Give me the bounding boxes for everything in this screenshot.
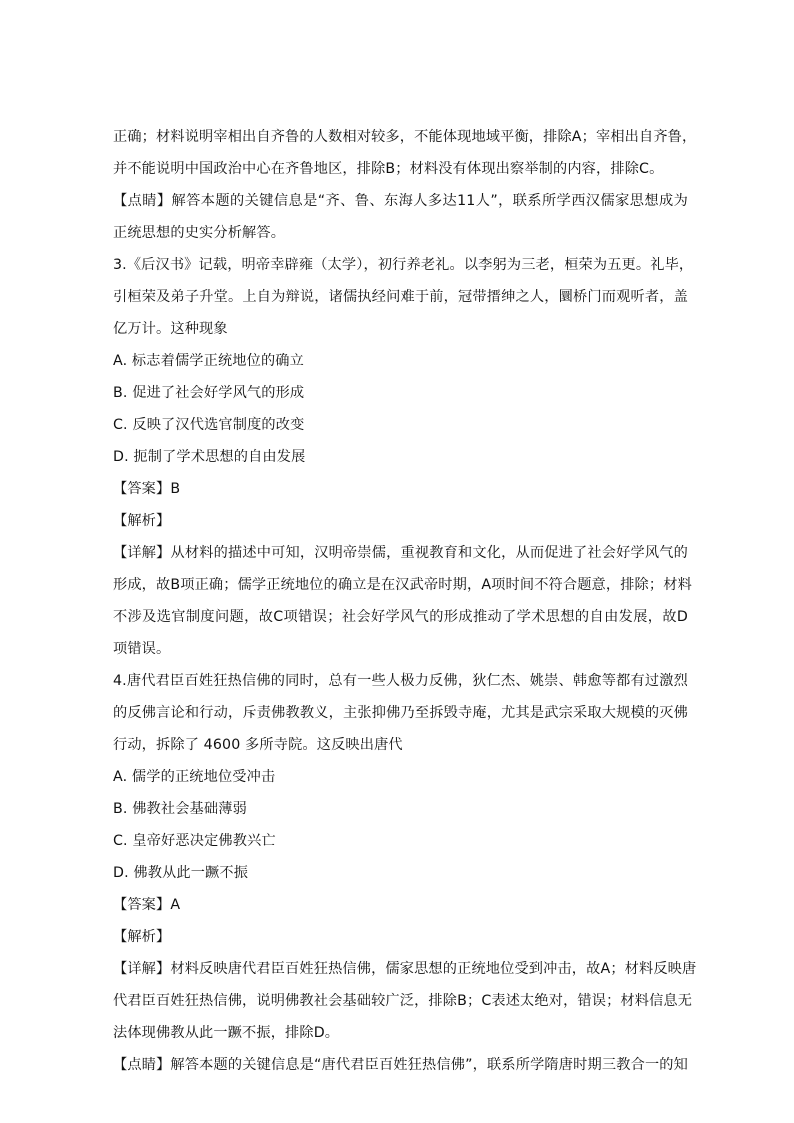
text-line: 法体现佛教从此一蹶不振，排除D。 xyxy=(113,1025,340,1041)
text-line: B. 促进了社会好学风气的形成 xyxy=(113,385,305,401)
text-line: D. 佛教从此一蹶不振 xyxy=(113,865,249,881)
text-line: 不涉及选官制度问题，故C项错误；社会好学风气的形成推动了学术思想的自由发展，故D xyxy=(113,609,688,625)
text-line: 【详解】从材料的描述中可知，汉明帝崇儒，重视教育和文化，从而促进了社会好学风气的 xyxy=(113,545,688,561)
text-line: C. 反映了汉代选官制度的改变 xyxy=(113,417,305,433)
text-line: B. 佛教社会基础薄弱 xyxy=(113,801,247,817)
text-line: 4.唐代君臣百姓狂热信佛的同时，总有一些人极力反佛，狄仁杰、姚崇、韩愈等都有过激烈 xyxy=(113,673,688,689)
text-line: 并不能说明中国政治中心在齐鲁地区，排除B；材料没有体现出察举制的内容，排除C。 xyxy=(113,161,664,177)
text-line: A. 标志着儒学正统地位的确立 xyxy=(113,353,304,369)
document-body xyxy=(113,126,697,1076)
text-line: 行动，拆除了 4600 多所寺院。这反映出唐代 xyxy=(113,737,403,753)
text-line: 【解析】 xyxy=(113,513,171,529)
text-line: D. 扼制了学术思想的自由发展 xyxy=(113,449,306,465)
text-line: 的反佛言论和行动，斥责佛教教义，主张抑佛乃至拆毁寺庵，尤其是武宗采取大规模的灭佛 xyxy=(113,705,688,721)
text-line: 引桓荣及弟子升堂。上自为辩说，诸儒执经问难于前，冠带搢绅之人，圜桥门而观听者，盖 xyxy=(113,289,688,305)
text-line: 【答案】B xyxy=(113,481,181,497)
text-line: 正统思想的史实分析解答。 xyxy=(113,225,286,241)
text-line: 【点睛】解答本题的关键信息是“齐、鲁、东海人多达11人”，联系所学西汉儒家思想成为 xyxy=(113,193,688,209)
text-line: 形成，故B项正确；儒学正统地位的确立是在汉武帝时期，A项时间不符合题意，排除；材料 xyxy=(113,577,692,593)
text-line: 3.《后汉书》记载，明帝幸辟雍（太学），初行养老礼。以李躬为三老，桓荣为五更。礼毕， xyxy=(113,257,694,273)
text-line: 代君臣百姓狂热信佛，说明佛教社会基础较广泛，排除B；C表述太绝对，错误；材料信息无 xyxy=(113,993,693,1009)
text-line: 【详解】材料反映唐代君臣百姓狂热信佛，儒家思想的正统地位受到冲击，故A；材料反映唐 xyxy=(113,961,697,977)
text-line: 正确；材料说明宰相出自齐鲁的人数相对较多，不能体现地域平衡，排除A；宰相出自齐鲁， xyxy=(113,129,697,145)
text-line: 项错误。 xyxy=(113,641,171,657)
text-line: 【解析】 xyxy=(113,929,171,945)
text-line: 亿万计。这种现象 xyxy=(113,321,228,337)
text-line: C. 皇帝好恶决定佛教兴亡 xyxy=(113,833,276,849)
text-line: A. 儒学的正统地位受冲击 xyxy=(113,769,276,785)
text-line: 【点睛】解答本题的关键信息是“唐代君臣百姓狂热信佛”，联系所学隋唐时期三教合一的知 xyxy=(113,1057,688,1073)
text-line: 【答案】A xyxy=(113,897,181,913)
